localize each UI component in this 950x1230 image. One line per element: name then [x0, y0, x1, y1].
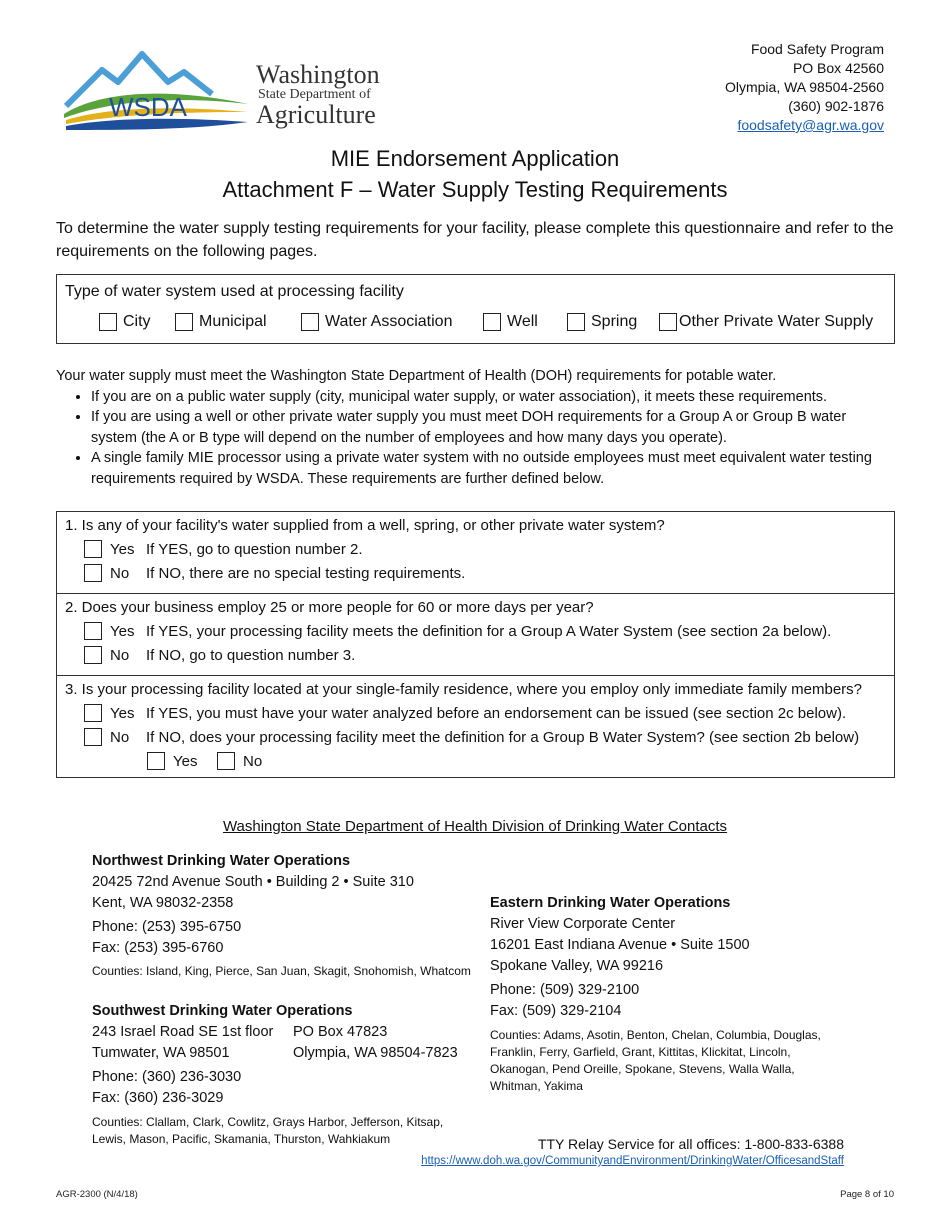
q2-no-text: If NO, go to question number 3. [146, 646, 356, 664]
office-address: Spokane Valley, WA 99216 [490, 958, 664, 974]
office-phone: Phone: (360) 236-3030 [92, 1069, 242, 1085]
option-water-association[interactable] [301, 313, 452, 331]
questions-box [56, 511, 895, 778]
q3-no-checkbox[interactable] [84, 728, 102, 746]
office-address: Tumwater, WA 98501 [92, 1045, 230, 1061]
office-phone: Phone: (509) 329-2100 [490, 982, 640, 998]
wsda-logo [62, 48, 382, 134]
q3-group-b-no-checkbox[interactable] [217, 752, 235, 770]
q1-no-row[interactable] [84, 564, 465, 582]
yes-label: Yes [110, 540, 135, 558]
water-association-checkbox[interactable] [301, 313, 319, 331]
option-label: Water Association [325, 313, 453, 330]
office-name: Southwest Drinking Water Operations [92, 1003, 353, 1019]
no-label: No [243, 752, 263, 770]
option-label: Well [507, 313, 538, 330]
q3-yes-row[interactable] [84, 704, 846, 722]
q1-no-text: If NO, there are no special testing requirements. [146, 564, 466, 582]
q3-group-b-row [147, 752, 262, 770]
program-city: Olympia, WA 98504-2560 [724, 79, 884, 95]
q1-no-checkbox[interactable] [84, 564, 102, 582]
page-subtitle: Attachment F – Water Supply Testing Requirements [222, 177, 728, 202]
office-address: Kent, WA 98032-2358 [92, 895, 234, 911]
well-checkbox[interactable] [483, 313, 501, 331]
program-name: Food Safety Program [750, 41, 884, 57]
no-label: No [110, 646, 130, 664]
doh-contacts-title: Washington State Department of Health Division of Drinking Water Contacts [222, 818, 728, 835]
eastern-office [490, 893, 830, 1095]
q3-yes-checkbox[interactable] [84, 704, 102, 722]
city-checkbox[interactable] [99, 313, 117, 331]
office-address: 20425 72nd Avenue South • Building 2 • Suite 310 [92, 874, 414, 890]
q1-yes-row[interactable] [84, 540, 363, 558]
question-1-text: 1. Is any of your facility's water supplied from a well, spring, or other private water system? [65, 517, 665, 534]
yes-label: Yes [173, 752, 198, 770]
page-number: Page 8 of 10 [840, 1189, 894, 1200]
yes-label: Yes [110, 622, 135, 640]
municipal-checkbox[interactable] [175, 313, 193, 331]
office-po-city: Olympia, WA 98504-7823 [293, 1045, 458, 1061]
northwest-office [92, 851, 471, 980]
water-system-box [56, 274, 895, 344]
q2-yes-text: If YES, your processing facility meets the definition for a Group A Water System (see section 2a below). [146, 622, 832, 640]
no-label: No [110, 564, 130, 582]
program-email-link[interactable]: foodsafety@agr.wa.gov [737, 117, 884, 133]
option-municipal[interactable] [175, 313, 267, 331]
option-label: Spring [591, 313, 638, 330]
intro-text: To determine the water supply testing requirements for your facility, please complete this questionnaire and refer to the requirements on the following pages. [56, 220, 894, 260]
logo-line2: State Department of [258, 87, 371, 102]
requirement-item: • If you are using a well or other private water supply you must meet DOH requirements for a Group A or Group B water system (the A or B type will depend on the number of employees and how many days you operate). [91, 407, 896, 448]
other-private-checkbox[interactable] [659, 313, 677, 331]
q3-yes-text: If YES, you must have your water analyzed before an endorsement can be issued (see section 2c below). [146, 704, 847, 722]
option-label: Other Private Water Supply [679, 313, 874, 330]
requirements-list [56, 387, 896, 490]
form-id: AGR-2300 (N/4/18) [56, 1189, 138, 1200]
office-name: Northwest Drinking Water Operations [92, 853, 351, 869]
q2-no-checkbox[interactable] [84, 646, 102, 664]
option-spring[interactable] [567, 313, 637, 331]
question-divider [57, 593, 894, 594]
wsda-logo-mark [62, 48, 252, 132]
program-po-box: PO Box 42560 [792, 60, 884, 76]
question-2-text: 2. Does your business employ 25 or more people for 60 or more days per year? [65, 599, 594, 616]
program-contact [725, 40, 884, 135]
logo-line1: Washington [256, 60, 380, 89]
water-system-label: Type of water system used at processing facility [65, 283, 404, 300]
office-address: River View Corporate Center [490, 916, 676, 932]
question-divider [57, 675, 894, 676]
office-fax: Fax: (509) 329-2104 [490, 1003, 622, 1019]
southwest-office [92, 1001, 472, 1148]
q2-yes-row[interactable] [84, 622, 831, 640]
office-name: Eastern Drinking Water Operations [490, 895, 731, 911]
office-address: 16201 East Indiana Avenue • Suite 1500 [490, 937, 750, 953]
requirements-section [56, 366, 896, 489]
office-address: 243 Israel Road SE 1st floor [92, 1024, 274, 1040]
q3-no-text: If NO, does your processing facility meet the definition for a Group B Water System? (see section 2b below) [146, 728, 860, 746]
yes-label: Yes [110, 704, 135, 722]
option-label: City [123, 313, 151, 330]
office-phone: Phone: (253) 395-6750 [92, 919, 242, 935]
requirement-item: • If you are on a public water supply (city, municipal water supply, or water association), it meets these requirements. [91, 387, 896, 408]
water-system-options [57, 313, 894, 337]
office-fax: Fax: (253) 395-6760 [92, 940, 224, 956]
q2-yes-checkbox[interactable] [84, 622, 102, 640]
option-other-private[interactable] [659, 313, 873, 331]
page-title: MIE Endorsement Application [330, 146, 620, 171]
office-counties: Counties: Clallam, Clark, Cowlitz, Grays Harbor, Jefferson, Kitsap, Lewis, Mason, Pacific, Skamania, Thurston, Wahkiakum [92, 1115, 444, 1146]
requirement-item: • A single family MIE processor using a private water system with no outside employees must meet equivalent water testing requirements required by WSDA. These requirements are further defined below. [91, 448, 896, 489]
office-po-box: PO Box 47823 [293, 1024, 388, 1040]
office-fax: Fax: (360) 236-3029 [92, 1090, 224, 1106]
doh-offices-link[interactable]: https://www.doh.wa.gov/CommunityandEnvironment/DrinkingWater/OfficesandStaff [421, 1155, 844, 1167]
q3-group-b-yes-checkbox[interactable] [147, 752, 165, 770]
logo-abbrev: WSDA [109, 92, 187, 122]
office-counties: Counties: Adams, Asotin, Benton, Chelan, Columbia, Douglas, Franklin, Ferry, Garfield, Grant, Kittitas, Klickitat, Lincoln, Okanogan, Pend Oreille, Spokane, Stevens, Walla Walla, Whitman, Yakima [490, 1028, 821, 1093]
option-city[interactable] [99, 313, 151, 331]
option-label: Municipal [199, 313, 267, 330]
requirements-lead: Your water supply must meet the Washington State Department of Health (DOH) requirements for potable water. [56, 368, 777, 384]
q3-no-row[interactable] [84, 728, 859, 746]
option-well[interactable] [483, 313, 538, 331]
no-label: No [110, 728, 130, 746]
q1-yes-checkbox[interactable] [84, 540, 102, 558]
program-phone: (360) 902-1876 [788, 98, 884, 114]
q1-yes-text: If YES, go to question number 2. [146, 540, 363, 558]
office-counties: Counties: Island, King, Pierce, San Juan, Skagit, Snohomish, Whatcom [92, 964, 471, 978]
q2-no-row[interactable] [84, 646, 355, 664]
logo-line3: Agriculture [256, 100, 376, 129]
question-3-text: 3. Is your processing facility located at your single-family residence, where you employ only immediate family members? [65, 681, 862, 698]
tty-relay: TTY Relay Service for all offices: 1-800-833-6388 [537, 1136, 844, 1152]
spring-checkbox[interactable] [567, 313, 585, 331]
